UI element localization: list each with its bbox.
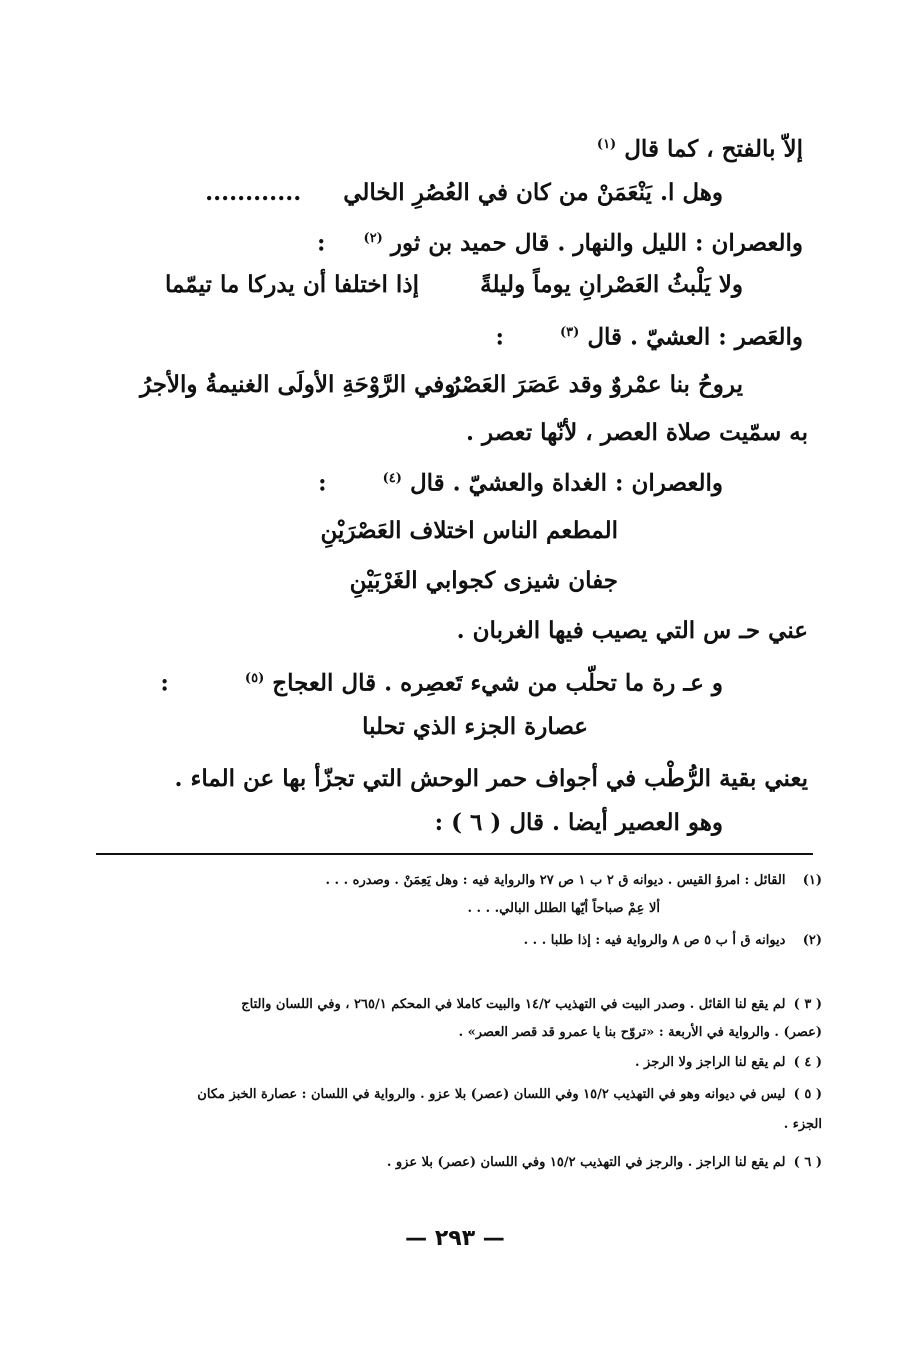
text-line-12-content: و عـ رة ما تحلّب من شيء تَعصِره . قال العجاج [272, 669, 723, 697]
verse-3-hemistich-right: يروحُ بنا عمْروٌ وقد عَصَرَ العَصْرُ [449, 371, 743, 398]
colon: : [434, 809, 444, 836]
text-line-8-content: والعصران : الغداة والعشيّ . قال [409, 469, 723, 497]
footnote-5 [197, 1082, 822, 1108]
footnote-4-text: لم يقع لنا الراجز ولا الرجز . [635, 1055, 786, 1070]
text-line-15-content: وهو العصير أيضا . قال [509, 809, 723, 836]
text-line-5 [495, 316, 803, 355]
verse-5: عصارة الجزء الذي تحلبا [362, 713, 588, 740]
footnote-ref-1: (١) [596, 137, 617, 152]
footnote-6-text: لم يقع لنا الراجز . والرجز في التهذيب ١٥/٢ وفي اللسان (عصر) بلا عزو . [386, 1155, 786, 1170]
footnote-3-continuation: (عصر) . والرواية في الأربعة : «تروّح بنا يا عمرو قد قصر العصر» . [458, 1025, 822, 1040]
footnote-3-text: لم يقع لنا القائل . وصدر البيت في التهذيب ١٤/٢ والبيت كاملا في المحكم ٢٦٥/١ ، وفي اللسان والتاج [241, 997, 786, 1012]
text-line-15 [435, 806, 723, 840]
footnote-5-continuation: الجزء . [783, 1117, 822, 1132]
footnote-1-text: القائل : امرؤ القيس . ديوانه ق ٢ ب ١ ص ٢٧ والرواية فيه : وهل يَعِمَنْ . وصدره . . . [325, 873, 786, 888]
footnote-1-continuation: ألا عِمْ صباحاً أيّها الطلل البالي. . . . [467, 901, 660, 916]
colon: : [160, 669, 169, 697]
footnote-4-number: ( ٤ ) [793, 1055, 822, 1070]
text-line-1-content: إلاّ بالفتح ، كما قال [624, 135, 803, 163]
verse-1-text: وهل ا. يَنْعَمَنْ من كان في العُصُرِ الخالي [343, 179, 723, 206]
footnote-ref-2: (٢) [363, 231, 383, 246]
footnote-separator [96, 853, 813, 855]
text-line-12 [160, 662, 723, 701]
footnote-ref-3: (٣) [560, 325, 580, 340]
footnote-2-number: (٢) [802, 933, 822, 948]
footnote-4 [635, 1050, 822, 1076]
text-line-11: عني حـ س التي يصيب فيها الغربان . [456, 617, 808, 644]
footnote-2 [524, 928, 822, 954]
colon: : [318, 469, 327, 497]
footnote-6 [387, 1150, 822, 1176]
text-line-1 [597, 128, 803, 167]
text-line-14: يعني بقية الرُّطْب في أجواف حمر الوحش التي تجزّأ بها عن الماء . [174, 765, 808, 792]
footnote-1-number: (١) [802, 873, 822, 888]
text-line-8 [318, 462, 723, 501]
footnote-ref-6: ( ٦ ) [451, 809, 502, 836]
text-line-7: به سمّيت صلاة العصر ، لأنّها تعصر . [465, 419, 808, 446]
text-line-3 [317, 222, 803, 261]
verse-4-line-a: المطعم الناس اختلاف العَصْرَيْنِ [320, 517, 618, 544]
footnote-3-number: ( ٣ ) [793, 997, 822, 1012]
colon: : [317, 229, 326, 257]
verse-1 [205, 176, 723, 210]
footnote-3 [241, 992, 822, 1018]
footnote-6-number: ( ٦ ) [793, 1155, 822, 1170]
verse-4-line-b: جفان شيزى كجوابي الغَرْبَيْنِ [349, 567, 618, 594]
footnote-ref-5: (٥) [244, 671, 265, 686]
text-line-5-content: والعَصر : العشيّ . قال [587, 323, 803, 351]
verse-2-hemistich-right: ولا يَلْبثُ العَصْرانِ يوماً وليلةً [480, 271, 743, 298]
footnote-2-text: ديوانه ق أ ب ٥ ص ٨ والرواية فيه : إذا طلبا . . . [523, 933, 786, 948]
text-line-3-content: والعصران : الليل والنهار . قال حميد بن ثور [390, 229, 803, 257]
footnote-5-text: ليس في ديوانه وهو في التهذيب ١٥/٢ وفي اللسان (عصر) بلا عزو . والرواية في اللسان : عصارة الخبز مكان [197, 1087, 786, 1102]
page-number: — ٢٩٣ — [405, 1226, 505, 1251]
verse-2-hemistich-left: إذا اختلفا أن يدركا ما تيمّما [165, 271, 419, 298]
verse-1-dots: ............ [205, 179, 302, 206]
footnote-ref-4: (٤) [382, 471, 402, 486]
colon: : [495, 323, 504, 351]
verse-3-hemistich-left: وفي الرَّوْحَةِ الأولَى الغنيمةُ والأجرُ [140, 371, 456, 398]
footnote-1 [326, 868, 823, 894]
footnote-5-number: ( ٥ ) [793, 1087, 822, 1102]
